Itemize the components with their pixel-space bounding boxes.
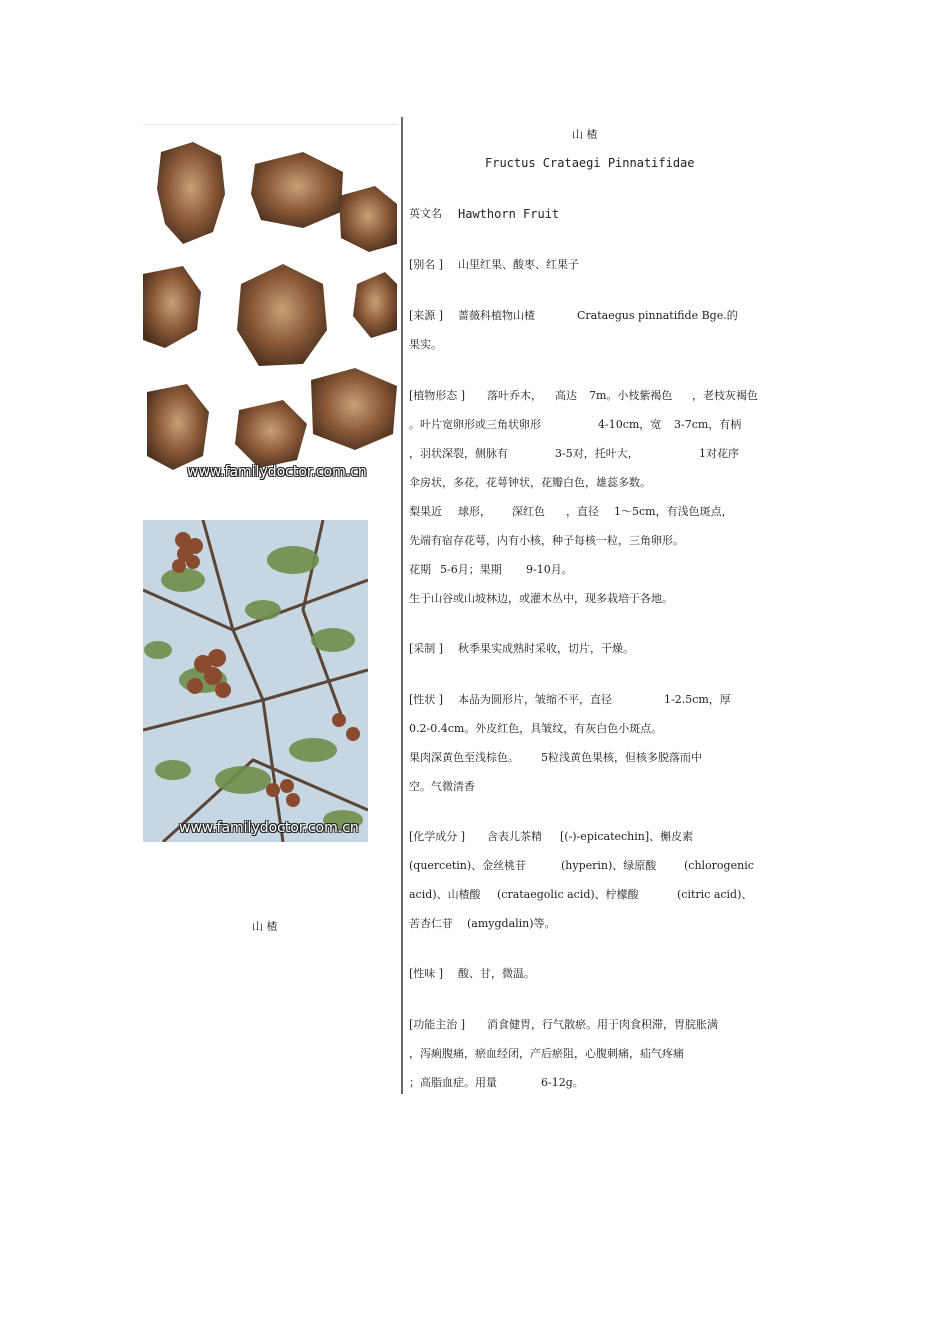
morph-text: 伞房状，多花，花萼钟状，花瓣白色，雄蕊多数。: [409, 476, 651, 489]
morph-text: 花期: [409, 563, 431, 576]
function-text: ，泻痢腹痛，瘀血经闭，产后瘀阻，心腹刺痛，疝气疼痛: [409, 1047, 684, 1060]
traits-text: 0.2-0.4cm。外皮红色，具皱纹，有灰白色小斑点。: [409, 722, 663, 735]
traits-label: [性状 ]: [409, 693, 444, 706]
morph-text: 球形，: [458, 505, 491, 518]
traits-text: 本品为圆形片，皱缩不平，直径: [458, 693, 612, 706]
traits-text: 空。气微清香: [409, 780, 475, 793]
source-label: [来源 ]: [409, 309, 444, 322]
english-label: 英文名: [409, 207, 442, 220]
slice-3: [339, 186, 397, 252]
function-text: ；高脂血症。用量: [409, 1076, 497, 1089]
slice-1: [157, 142, 225, 244]
alias-text: 山里红果、酸枣、红果子: [458, 258, 579, 271]
morph-text: 3-5对，托叶大，: [555, 447, 639, 460]
morph-label: [植物形态 ]: [409, 389, 466, 402]
harvest-label: [采制 ]: [409, 642, 444, 655]
morph-text: 4-10cm，宽: [598, 418, 662, 431]
slice-7: [147, 384, 209, 470]
chem-text: 含表儿茶精: [487, 830, 542, 843]
column-divider: [401, 117, 403, 1094]
chem-text: (amygdalin)等。: [467, 917, 556, 930]
slice-4: [143, 266, 201, 348]
source-line2: 果实。: [409, 338, 442, 351]
chem-text: (hyperin)、绿原酸: [561, 859, 657, 872]
traits-text: 1-2.5cm，厚: [664, 693, 731, 706]
chem-text: (crataegolic acid)、柠檬酸: [497, 888, 639, 901]
hawthorn-tree-illustration: [143, 520, 368, 842]
morph-text: 。叶片宽卵形或三角状卵形: [409, 418, 541, 431]
morph-text: 5-6月；果期: [440, 563, 502, 576]
morph-text: 深红色: [512, 505, 545, 518]
morph-text: 9-10月。: [526, 563, 573, 576]
slice-2: [251, 152, 343, 228]
latin-name: Fructus Crataegi Pinnatifidae: [485, 156, 695, 170]
function-text: 6-12g。: [541, 1076, 584, 1089]
function-label: [功能主治 ]: [409, 1018, 466, 1031]
morph-text: 高达: [555, 389, 577, 402]
morph-text: 先端有宿存花萼，内有小核，种子每核一粒，三角卵形。: [409, 534, 684, 547]
morph-text: ，老枝灰褐色: [692, 389, 758, 402]
morph-text: ，羽状深裂，侧脉有: [409, 447, 508, 460]
morph-text: ，直径: [566, 505, 599, 518]
source-text: 蔷薇科植物山楂: [458, 309, 535, 322]
slice-6: [353, 272, 397, 338]
hawthorn-tree-photo: [143, 520, 368, 842]
slice-9: [311, 368, 397, 450]
chem-text: 苦杏仁苷: [409, 917, 453, 930]
chem-text: (chlorogenic: [684, 859, 754, 872]
slice-5: [237, 264, 327, 366]
figure-caption: 山 楂: [252, 920, 278, 933]
alias-label: [别名 ]: [409, 258, 444, 271]
morph-text: 1对花序: [699, 447, 739, 460]
function-text: 消食健胃，行气散瘀。用于肉食积滞，胃脘胀满: [487, 1018, 718, 1031]
morph-text: 落叶乔木，: [487, 389, 542, 402]
morph-text: 生于山谷或山坡林边，或灌木丛中，现多栽培于各地。: [409, 592, 673, 605]
morph-text: 7m。小枝紫褐色: [589, 389, 673, 402]
slice-8: [235, 400, 307, 468]
traits-text: 5粒浅黄色果核，但核多脱落而中: [541, 751, 702, 764]
harvest-text: 秋季果实成熟时采收，切片，干燥。: [458, 642, 634, 655]
morph-text: 梨果近: [409, 505, 442, 518]
nature-text: 酸、甘，微温。: [458, 967, 535, 980]
morph-text: 3-7cm，有柄: [674, 418, 742, 431]
source-latin: Crataegus pinnatifide Bge.的: [577, 309, 738, 322]
watermark: www.familydoctor.com.cn: [179, 820, 359, 836]
chem-text: (citric acid)、: [677, 888, 753, 901]
top-rule: [143, 124, 397, 125]
traits-text: 果肉深黄色至浅棕色。: [409, 751, 519, 764]
chem-text: [(-)-epicatechin]、槲皮素: [560, 830, 694, 843]
chem-label: [化学成分 ]: [409, 830, 466, 843]
morph-text: 1～5cm，有浅色斑点，: [614, 505, 733, 518]
chem-text: (quercetin)、金丝桃苷: [409, 859, 527, 872]
page-title: 山 楂: [572, 128, 598, 141]
nature-label: [性味 ]: [409, 967, 444, 980]
english-value: Hawthorn Fruit: [458, 207, 560, 221]
chem-text: acid)、山楂酸: [409, 888, 481, 901]
dried-hawthorn-illustration: [143, 134, 397, 486]
dried-hawthorn-photo: [143, 134, 397, 486]
watermark: www.familydoctor.com.cn: [187, 464, 367, 480]
